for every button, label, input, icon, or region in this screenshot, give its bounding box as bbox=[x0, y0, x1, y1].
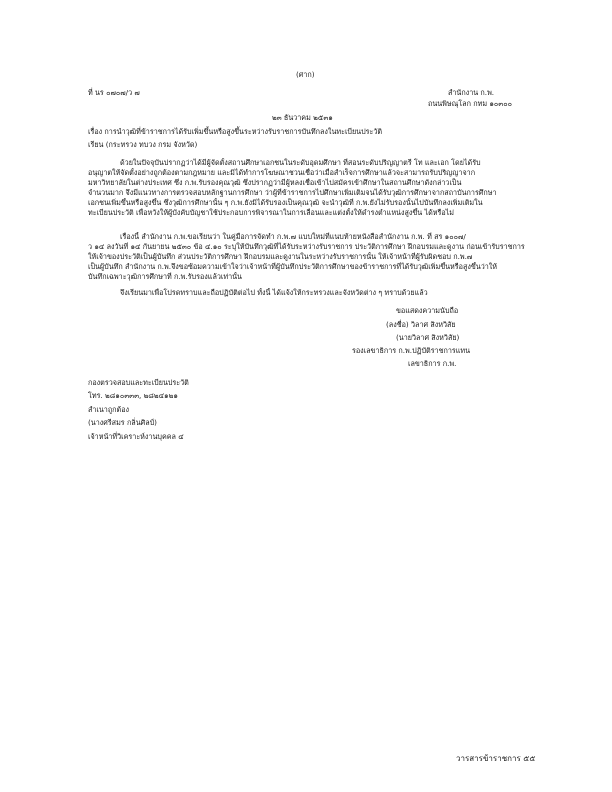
department-name: กองตรวจสอบและทะเบียนประวัติ bbox=[88, 378, 189, 387]
sign-off: ขอแสดงความนับถือ bbox=[396, 306, 459, 315]
signatory-position: เลขาธิการ ก.พ. bbox=[408, 359, 457, 368]
paragraph-1-line-1: ด้วยในปัจจุบันปรากฏว่าได้มีผู้จัดตั้งสถานศึกษาเอกชนในระดับอุดมศึกษา ที่สอนระดับปริญญาตรี โท และเอก โดยได้รับ bbox=[120, 158, 481, 167]
paragraph-1-line-2: อนุญาตให้จัดตั้งอย่างถูกต้องตามกฎหมาย และมิได้ทำการโฆษณาชวนเชื่อว่าเมื่อสำเร็จการศึกษาแล้วจะสามารถรับปริญญาจาก bbox=[88, 168, 476, 177]
signed-name: (ลงชื่อ) วิลาศ สิงหวิสัย bbox=[386, 320, 456, 329]
contact-name: (นางศรีสมร กลิ่นศิลป์) bbox=[88, 418, 157, 427]
paragraph-2-line-5: บันทึกเฉพาะวุฒิการศึกษาที่ ก.พ.รับรองแล้วเท่านั้น bbox=[88, 272, 242, 281]
office-address: ถนนพิษณุโลก กทม ๑๐๓๐๐ bbox=[428, 99, 512, 108]
section-name: สำเนาถูกต้อง bbox=[88, 405, 130, 414]
paragraph-2-line-2: ว ๑๔ ลงวันที่ ๑๔ กันยายน ๒๕๓๐ ข้อ ๔.๑๐ ระบุให้บันทึกวุฒิที่ได้รับระหว่างรับราชการ ประวัติการศึกษา ฝึกอบรมและดูงาน ก่อนเข้ารับราชการ bbox=[88, 242, 525, 251]
copy-marker: (ศาก) bbox=[296, 70, 315, 79]
paragraph-2-line-1: เรื่องนี้ สำนักงาน ก.พ.ขอเรียนว่า ในคู่มือการจัดทำ ก.พ.๗ แบบใหม่ที่แนบท้ายหนังสือสำนักงาน ก.พ. ที่ สร ๑๐๐๗/ bbox=[120, 232, 466, 241]
issuing-office: สำนักงาน ก.พ. bbox=[448, 88, 495, 97]
paragraph-1-line-5: เอกชนเพิ่มขึ้นหรือสูงขึ้น ซึ่งวุฒิการศึกษานั้น ๆ ก.พ.ยังมิได้รับรองเป็นคุณวุฒิ จะนำวุฒิที่ ก.พ.ยังไม่รับรองนั้นไปบันทึกลงเพิ่มเติมใน bbox=[88, 198, 483, 207]
signatory-title: รองเลขาธิการ ก.พ.ปฏิบัติราชการแทน bbox=[352, 346, 471, 355]
closing-request: จึงเรียนมาเพื่อโปรดทราบและถือปฏิบัติต่อไป ทั้งนี้ ได้แจ้งให้กระทรวงและจังหวัดต่าง ๆ ทราบด้วยแล้ว bbox=[120, 288, 428, 297]
printed-name: (นายวิลาศ สิงหวิสัย) bbox=[396, 333, 460, 342]
contact-role: เจ้าหน้าที่วิเคราะห์งานบุคคล ๔ bbox=[88, 432, 184, 441]
paragraph-2-line-4: เป็นผู้บันทึก สำนักงาน ก.พ.จึงขอซ้อมความเข้าใจว่าเจ้าหน้าที่ผู้บันทึกประวัติการศึกษาของข้าราชการที่ได้รับวุฒิเพิ่มขึ้นหรือสูงขึ้นว่าให้ bbox=[88, 262, 498, 271]
telephone: โทร. ๒๘๑๐๓๓๓, ๒๘๒๔๑๒๑ bbox=[88, 391, 178, 400]
paragraph-1-line-6: ทะเบียนประวัติ เพื่อหวังให้ผู้บังคับบัญชาใช้ประกอบการพิจารณาในการเลื่อนและแต่งตั้งให้ดำรงตำแหน่งสูงขึ้น ได้หรือไม่ bbox=[88, 208, 455, 217]
recipient-line: เรียน (กระทรวง ทบวง กรม จังหวัด) bbox=[88, 140, 198, 149]
subject-line: เรื่อง การนำวุฒิที่ข้าราชการได้รับเพิ่มขึ้นหรือสูงขึ้นระหว่างรับราชการบันทึกลงในทะเบียนประวัติ bbox=[88, 127, 383, 136]
paragraph-1-line-3: มหาวิทยาลัยในต่างประเทศ ซึ่ง ก.พ.รับรองคุณวุฒิ ซึ่งปรากฏว่ามีผู้หลงเชื่อเข้าไปสมัครเข้าศึกษาในสถานศึกษาดังกล่าวเป็น bbox=[88, 178, 462, 187]
paragraph-1-line-4: จำนวนมาก จึงมีแนวทางการตรวจสอบหลักฐานการศึกษา ว่าผู้ที่ข้าราชการไปศึกษาเพิ่มเติมจนได้รับวุฒิการศึกษาจากสถาบันการศึกษา bbox=[88, 188, 497, 197]
footer-journal: วารสารข้าราชการ ๕๕ bbox=[456, 754, 536, 763]
document-date: ๒๓ ธันวาคม ๒๕๓๑ bbox=[272, 113, 333, 122]
reference-number: ที่ นร ๐๗๐๗/ว ๗ bbox=[88, 88, 140, 97]
paragraph-2-line-3: ให้เจ้าของประวัติเป็นผู้บันทึก ส่วนประวัติการศึกษา ฝึกอบรมและดูงานในระหว่างรับราชการนั้น ให้เจ้าหน้าที่ผู้รับผิดชอบ ก.พ.๗ bbox=[88, 252, 473, 261]
